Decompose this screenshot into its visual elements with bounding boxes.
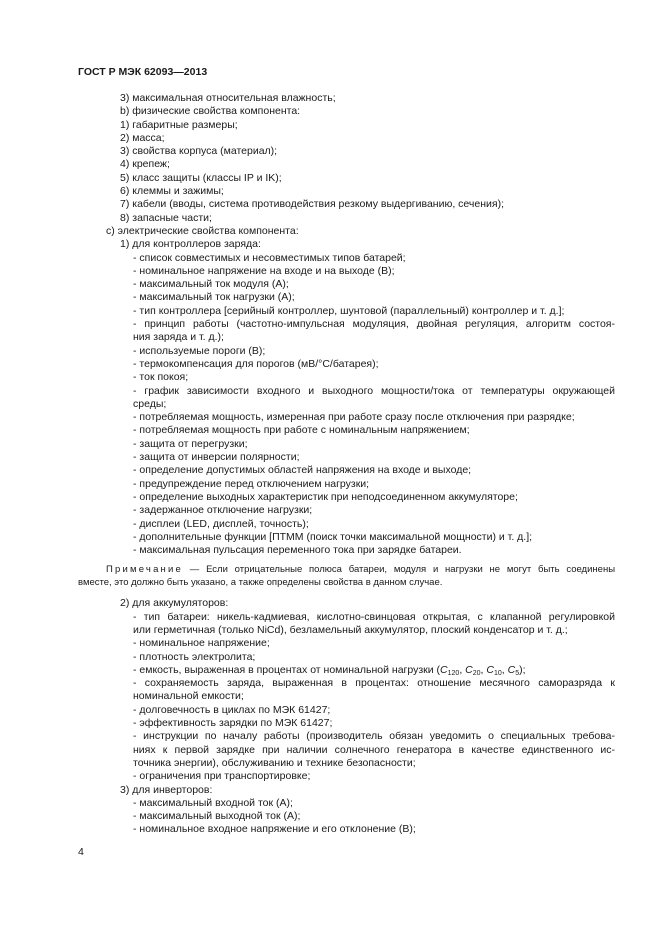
list-item: - тип батареи: никель-кадмиевая, кислотно-свинцовая открытая, с клапанной регулировкой <box>133 610 615 623</box>
note-block <box>0 564 661 589</box>
list-item: - максимальный входной ток (А); <box>133 796 293 809</box>
note-label: Примечание <box>106 564 183 576</box>
list-item: - инструкции по началу работы (производитель обязан уведомить о специальных требова- <box>133 730 615 743</box>
list-item: - плотность электролита; <box>133 650 256 663</box>
list-item: - термокомпенсация для порогов (мВ/°С/батарея); <box>133 357 379 370</box>
list-item: 8) запасные части; <box>120 211 212 224</box>
list-item: - долговечность в циклах по МЭК 61427; <box>133 703 331 716</box>
list-item: - максимальная пульсация переменного тока при зарядке батареи. <box>133 544 462 557</box>
list-item: точника энергии), обслуживанию и технике безопасности; <box>133 756 416 769</box>
note-dash: — <box>189 564 200 576</box>
list-item: - защита от инверсии полярности; <box>133 451 300 464</box>
list-item: - максимальный ток модуля (А); <box>133 278 289 291</box>
list-item: - тип контроллера [серийный контроллер, шунтовой (параллельный) контроллер и т. д.]; <box>133 304 565 317</box>
list-item: 7) кабели (вводы, система противодействия резкому выдергиванию, сечения); <box>120 198 504 211</box>
list-item: 2) для аккумуляторов: <box>120 597 229 610</box>
list-item: - предупреждение перед отключением нагрузки; <box>133 477 370 490</box>
list-item: b) физические свойства компонента: <box>120 105 301 118</box>
list-item: - эффективность зарядки по МЭК 61427; <box>133 717 333 730</box>
note-line <box>106 564 615 577</box>
page-number: 4 <box>78 846 84 858</box>
list-item: - ограничения при транспортировке; <box>133 770 311 783</box>
list-item: - номинальное входное напряжение и его отклонение (В); <box>133 823 416 836</box>
list-item: - потребляемая мощность при работе с номинальным напряжением; <box>133 424 470 437</box>
list-item: c) электрические свойства компонента: <box>106 224 299 237</box>
list-item: - дополнительные функции [ПТММ (поиск точки максимальной мощности) и т. д.]; <box>133 530 533 543</box>
list-item: - график зависимости входного и выходного мощности/тока от температуры окружающей <box>133 384 615 397</box>
list-item: ниях к первой зарядке при наличии солнечного генератора в качестве единственного ис- <box>133 743 615 756</box>
list-item: - сохраняемость заряда, выраженная в процентах: отношение месячного саморазряда к <box>133 677 615 690</box>
list-item: - принцип работы (частотно-импульсная модуляция, двойная регуляция, алгоритм состоя- <box>133 318 615 331</box>
document-header: ГОСТ Р МЭК 62093—2013 <box>78 66 208 78</box>
list-item: - номинальное напряжение; <box>133 637 270 650</box>
list-item: или герметичная (только NiCd), безламельный аккумулятор, плоский конденсатор и т. д.; <box>133 623 568 636</box>
list-item: - определение выходных характеристик при неподсоединенном аккумуляторе; <box>133 490 518 503</box>
list-item: 5) класс защиты (классы IP и IK); <box>120 171 282 184</box>
list-item-capacity: - емкость, выраженная в процентах от номинальной нагрузки ($C_{120}$, $C_{20}$, $C_{10}$, $C_5$); <box>133 663 526 677</box>
list-item: - задержанное отключение нагрузки; <box>133 504 313 517</box>
list-item: 1) габаритные размеры; <box>120 118 238 131</box>
list-item: - используемые пороги (В); <box>133 344 266 357</box>
list-item: - защита от перегрузки; <box>133 437 248 450</box>
list-item: 3) для инверторов: <box>120 783 213 796</box>
list-item: - ток покоя; <box>133 371 189 384</box>
list-item: ния заряда и т. д.); <box>133 331 224 344</box>
list-item: - список совместимых и несовместимых типов батарей; <box>133 251 406 264</box>
document-body <box>0 92 661 837</box>
list-item: - потребляемая мощность, измеренная при работе сразу после отключения при разрядке; <box>133 411 575 424</box>
list-item: - максимальный ток нагрузки (А); <box>133 291 295 304</box>
list-item: номинальной емкости; <box>133 690 244 703</box>
list-item: 6) клеммы и зажимы; <box>120 185 224 198</box>
list-item: - максимальный выходной ток (А); <box>133 810 301 823</box>
list-item: среды; <box>133 397 167 410</box>
list-item: - дисплеи (LED, дисплей, точность); <box>133 517 309 530</box>
list-item: 3) максимальная относительная влажность; <box>120 92 336 104</box>
list-item: 4) крепеж; <box>120 158 170 171</box>
list-item: 1) для контроллеров заряда: <box>120 238 261 251</box>
list-item: - номинальное напряжение на входе и на выходе (В); <box>133 264 395 277</box>
list-item: 2) масса; <box>120 131 165 144</box>
list-item: 3) свойства корпуса (материал); <box>120 145 278 158</box>
list-item: - определение допустимых областей напряжения на входе и выходе; <box>133 464 472 477</box>
note-line: вместе, это должно быть указано, а также определены свойства в данном случае. <box>78 576 443 588</box>
note-text: Если отрицательные полюса батареи, модуля и нагрузки не могут быть соединены <box>206 564 616 576</box>
